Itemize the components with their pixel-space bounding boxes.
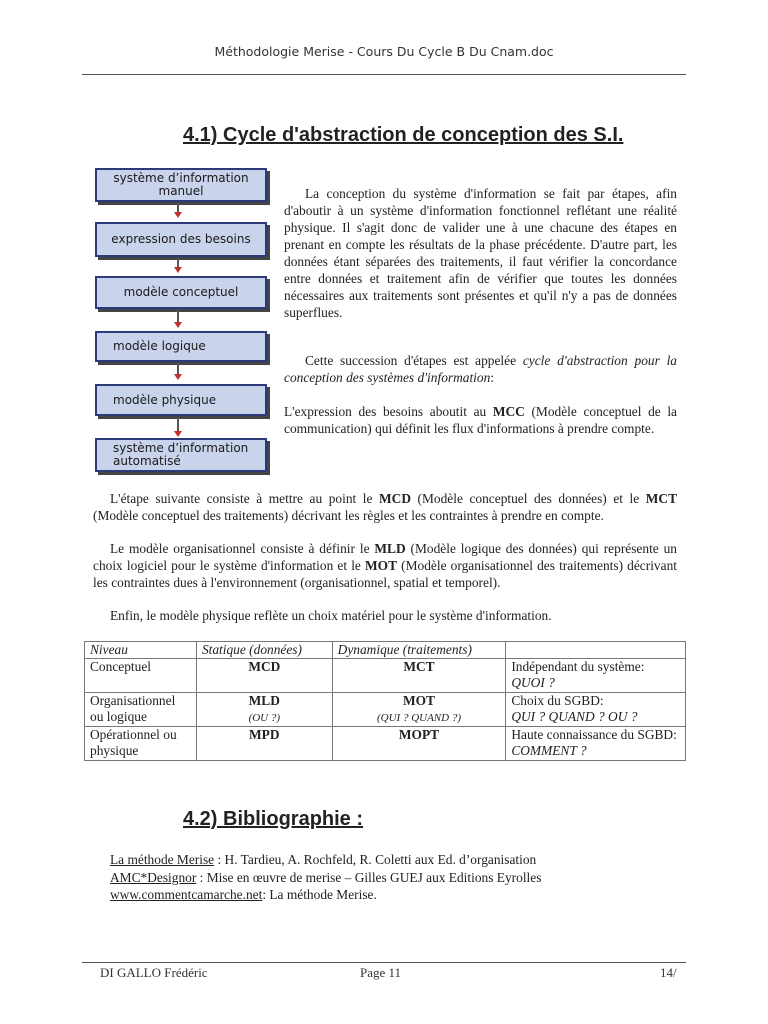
table-cell: Opérationnel ou physique [85, 727, 197, 761]
table-cell: MOT (QUI ? QUAND ?) [332, 693, 506, 727]
table-cell: MCD [196, 659, 332, 693]
table-cell: Indépendant du système: QUOI ? [506, 659, 686, 693]
list-item: La méthode Merise : H. Tardieu, A. Rochfeld, R. Coletti aux Ed. d’organisation [110, 852, 537, 867]
footer-page: Page 11 [360, 965, 402, 980]
paragraph-mld: Le modèle organisationnel consiste à définir le MLD (Modèle logique des données) qui représente un choix logiciel pour le système d'information et le MOT (Modèle organisationnel des traitements) décrivant les contraintes dues à l'environnement (organisationnel, spatial et temporel). [93, 541, 677, 590]
arrow-down-icon [174, 417, 182, 437]
step-logical-model: modèle logique [95, 331, 267, 362]
paragraph-cycle: Cette succession d'étapes est appelée cycle d'abstraction pour la conception des systèmes d'information: [284, 353, 678, 385]
step-conceptual-model: modèle conceptuel [95, 276, 267, 309]
table-header-cell [506, 642, 686, 659]
table-row [85, 727, 686, 761]
header-rule [82, 74, 686, 75]
arrow-down-icon [174, 203, 182, 218]
table-cell: MLD (OU ?) [196, 693, 332, 727]
step-needs-expression: expression des besoins [95, 222, 267, 257]
step-manual-system: système d’information manuel [95, 168, 267, 202]
table-header-cell: Dynamique (traitements) [332, 642, 506, 659]
bibliography-list [110, 851, 680, 904]
document-header: Méthodologie Merise - Cours Du Cycle B Du Cnam.doc [214, 44, 554, 59]
list-item: www.commentcamarche.net: La méthode Merise. [110, 887, 377, 902]
table-row [85, 693, 686, 727]
models-table [84, 641, 686, 761]
reference-title: AMC*Designor [110, 869, 197, 885]
table-cell: MPD [196, 727, 332, 761]
footer-author: DI GALLO Frédéric [100, 965, 208, 980]
footer-rule [82, 962, 686, 963]
bibliography-heading: 4.2) Bibliographie : [183, 808, 364, 830]
list-item: AMC*Designor : Mise en œuvre de merise – Gilles GUEJ aux Editions Eyrolles [110, 869, 542, 885]
table-row [85, 659, 686, 693]
table-cell: MCT [332, 659, 506, 693]
table-cell: MOPT [332, 727, 506, 761]
table-cell: Haute connaissance du SGBD: COMMENT ? [506, 727, 686, 761]
table-header-row [85, 642, 686, 659]
arrow-down-icon [174, 310, 182, 328]
footer-total: 14/ [660, 965, 677, 980]
reference-title: La méthode Merise [110, 852, 215, 867]
section-heading: 4.1) Cycle d'abstraction de conception des S.I. [183, 124, 624, 146]
paragraph-mcc: L'expression des besoins aboutit au MCC (Modèle conceptuel de la communication) qui définit les flux d'informations à prendre compte. [284, 404, 677, 436]
paragraph-physical: Enfin, le modèle physique reflète un choix matériel pour le système d'information. [110, 608, 552, 623]
reference-link[interactable]: www.commentcamarche.net [110, 887, 263, 902]
table-header-cell: Statique (données) [196, 642, 332, 659]
table-cell: Organisationnel ou logique [85, 693, 197, 727]
table-cell: Choix du SGBD: QUI ? QUAND ? OU ? [506, 693, 686, 727]
step-physical-model: modèle physique [95, 384, 267, 416]
arrow-down-icon [174, 258, 182, 273]
arrow-down-icon [174, 363, 182, 380]
paragraph-mcd: L'étape suivante consiste à mettre au point le MCD (Modèle conceptuel des données) et le MCT (Modèle conceptuel des traitements) décrivant les règles et les contraintes à prendre en compte. [93, 491, 678, 523]
paragraph-intro: La conception du système d'information se fait par étapes, afin d'aboutir à un système d'information fonctionnel reflétant une réalité physique. Il s'agit donc de valider une à une chacune des étapes en prenant en compte les résultats de la phase précédente. D'autre part, les données étant séparées des traitements, il faut vérifier la concordance entre données et traitement afin de vérifier que toutes les données nécessaires aux traitements sont présentes et qu'il n'y a pas de données superflues. [284, 186, 677, 320]
table-header-cell: Niveau [85, 642, 197, 659]
table-cell: Conceptuel [85, 659, 197, 693]
step-automated-system: système d’information automatisé [95, 438, 267, 472]
